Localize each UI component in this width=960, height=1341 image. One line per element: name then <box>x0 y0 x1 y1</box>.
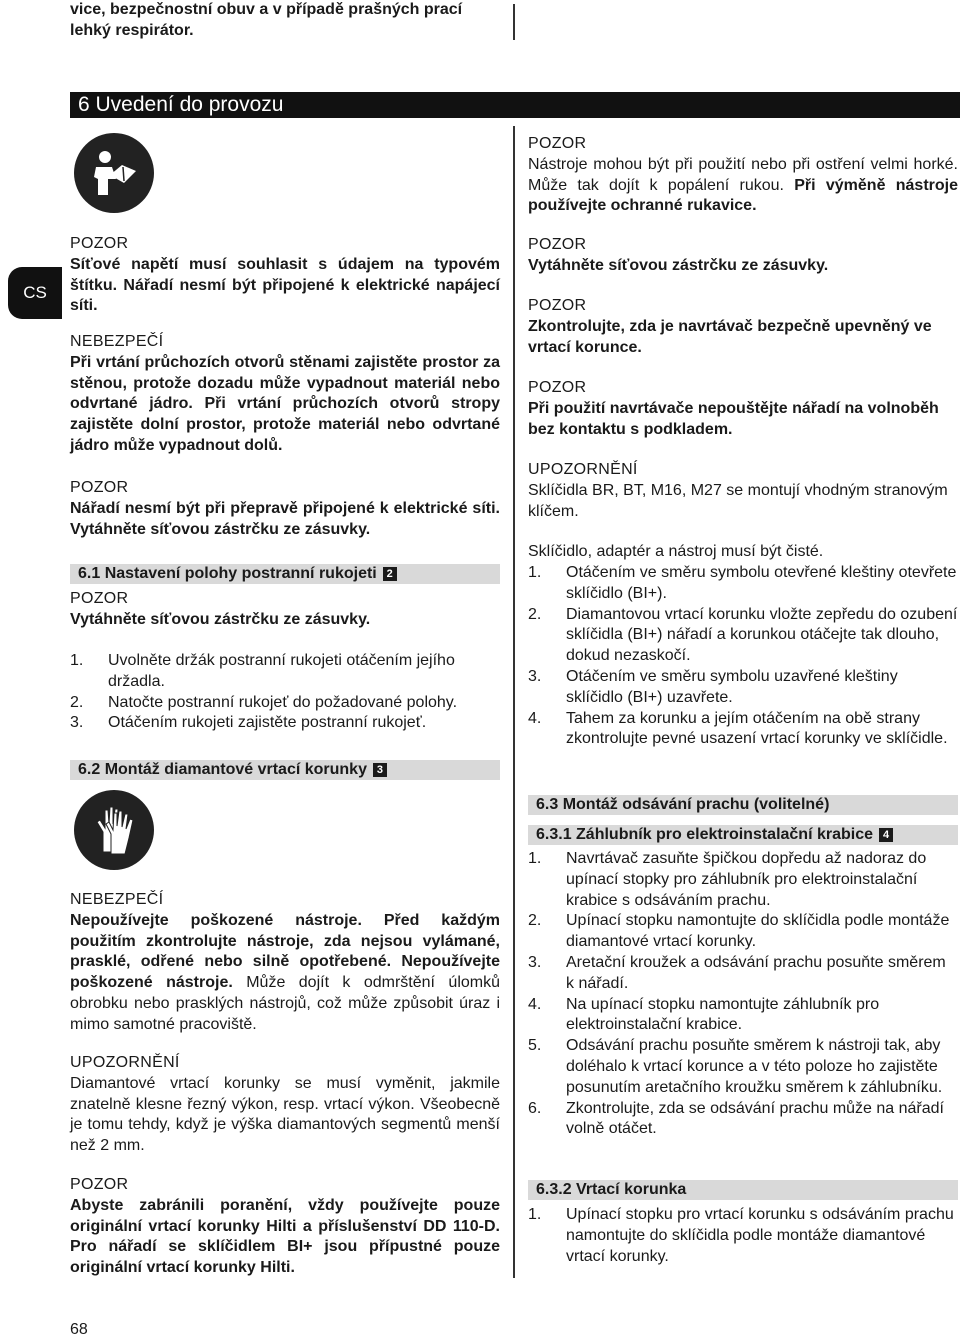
notice-label: UPOZORNĚNÍ <box>528 461 638 478</box>
warning-text: Abyste zabránili poranění, vždy používejte pouze originální vrtací korunky Hilti a příslušenství DD 110-D. Pro nářadí se sklíčidlem BI+ jsou přípustné pouze originální vrtací korunky Hilti. <box>70 1196 500 1277</box>
warning-text: Vytáhněte síťovou zástrčku ze zásuvky. <box>528 256 829 274</box>
notice-label: UPOZORNĚNÍ <box>70 1054 180 1071</box>
list-item <box>70 713 500 734</box>
step-text: Otáčením ve směru symbolu uzavřené kleštiny sklíčidlo (BI+) uzavřete. <box>566 667 898 706</box>
danger-text-part-2: Při vrtání průchozích otvorů stropy zajistěte dolní prostor, protože materiál nebo odvrtané jádro může vypadnout dolů. <box>70 395 500 454</box>
left-pozor-1 <box>70 234 500 317</box>
warning-text-part-1: Nástroje mohou být při použití nebo při ostření velmi horké. Může tak dojít k popálení rukou. <box>528 155 958 194</box>
header-divider <box>513 4 515 40</box>
step-text: Uvolněte držák postranní rukojeti otáčením jejího držadla. <box>108 652 455 690</box>
steps-6-3-1 <box>528 849 958 1140</box>
danger-text-part-2: Může dojít k odmrštění úlomků obrobku nebo prasklých nástrojů, což může způsobit úraz i mimo samotné pracoviště. <box>70 974 500 1033</box>
danger-text <box>70 911 500 1036</box>
right-upozorneni <box>528 460 958 522</box>
step-text: Upínací stopku namontujte do sklíčidla podle montáže diamantové vrtací korunky. <box>566 912 950 951</box>
step-text: Zkontrolujte, zda se odsávání prachu může na nářadí volně otáčet. <box>566 1099 944 1138</box>
figure-badge: 2 <box>383 567 397 581</box>
list-item <box>528 709 958 751</box>
step-number: 3. <box>528 667 542 685</box>
left-pozor-3 <box>70 589 500 631</box>
gloves-icon <box>74 790 154 870</box>
figure-badge: 3 <box>373 763 387 777</box>
subsection-6-1 <box>70 564 500 584</box>
header-continuation <box>70 0 510 42</box>
left-pozor-4 <box>70 1175 500 1279</box>
list-item <box>528 605 958 667</box>
read-manual-icon <box>74 133 154 213</box>
step-number: 4. <box>528 709 542 727</box>
step-number: 1. <box>528 850 542 867</box>
step-number: 3. <box>70 714 84 732</box>
danger-label: NEBEZPEČÍ <box>70 333 164 350</box>
list-item <box>70 651 500 693</box>
list-item <box>70 693 500 714</box>
step-number: 1. <box>70 652 84 669</box>
list-item <box>528 953 958 995</box>
subsection-title: 6.1 Nastavení polohy postranní rukojeti <box>78 565 377 582</box>
warning-label: POZOR <box>528 135 587 152</box>
subsection-title: 6.2 Montáž diamantové vrtací korunky <box>78 761 367 778</box>
step-number: 3. <box>528 953 542 971</box>
step-number: 2. <box>70 693 84 711</box>
warning-text-part-2: Při výměně nástroje používejte ochranné rukavice. <box>528 176 958 215</box>
right-pozor-1 <box>528 134 958 217</box>
notice-text: Sklíčidla BR, BT, M16, M27 se montují vhodným stranovým klíčem. <box>528 481 948 520</box>
list-item <box>528 995 958 1037</box>
right-intro <box>528 542 958 563</box>
step-text: Upínací stopku pro vrtací korunku s odsáváním prachu namontujte do sklíčidla podle montáže diamantové vrtací korunky. <box>566 1206 954 1265</box>
warning-label: POZOR <box>528 297 587 314</box>
danger-text <box>70 353 500 457</box>
danger-label: NEBEZPEČÍ <box>70 891 164 908</box>
steps-6-2 <box>528 563 958 750</box>
step-number: 1. <box>528 1206 542 1223</box>
left-upozorneni <box>70 1053 500 1157</box>
right-pozor-4 <box>528 378 958 440</box>
danger-text-part-1: Při vrtání průchozích otvorů stěnami zajistěte prostor za stěnou, protože dozadu může vypadnout materiál nebo odvrtané jádro. <box>70 353 500 413</box>
right-pozor-2 <box>528 235 958 277</box>
warning-text: Zkontrolujte, zda je navrtávač bezpečně upevněný ve vrtací korunce. <box>528 317 932 356</box>
warning-label: POZOR <box>70 1176 129 1193</box>
step-text: Aretační kroužek a odsávání prachu posuňte směrem k nářadí. <box>566 953 946 992</box>
list-item <box>528 911 958 953</box>
header-line-1: vice, bezpečnostní obuv a v případě prašných prací <box>70 1 463 18</box>
step-number: 5. <box>528 1037 542 1055</box>
header-line-2: lehký respirátor. <box>70 21 194 39</box>
list-item <box>528 1099 958 1141</box>
list-item <box>528 849 958 911</box>
steps-6-3-2 <box>528 1205 958 1267</box>
step-number: 4. <box>528 995 542 1013</box>
step-number: 1. <box>528 564 542 581</box>
warning-text: Síťové napětí musí souhlasit s údajem na typovém štítku. Nářadí nesmí být připojené k elektrické napájecí síti. <box>70 255 500 315</box>
notice-text: Diamantové vrtací korunky se musí vyměnit, jakmile znatelně klesne řezný výkon, resp. vrtací výkon. Všeobecně je tomu tehdy, když je výška diamantových segmentů menší než 2 mm. <box>70 1074 500 1155</box>
warning-label: POZOR <box>70 235 129 252</box>
section-title: 6 Uvedení do provozu <box>70 92 960 118</box>
step-text: Odsávání prachu posuňte směrem k nástroji tak, aby doléhalo k vrtací korunce a v této poloze ho zajistěte posunutím aretačního kroužku směrem k záhlubníku. <box>566 1037 943 1096</box>
step-text: Otáčením ve směru symbolu otevřené kleštiny otevřete sklíčidlo (BI+). <box>566 564 957 602</box>
warning-text: Při použití navrtávače nepouštějte nářadí na volnoběh bez kontaktu s podkladem. <box>528 399 939 438</box>
warning-text: Vytáhněte síťovou zástrčku ze zásuvky. <box>70 610 371 628</box>
left-pozor-2 <box>70 478 500 540</box>
language-tab: CS <box>8 267 62 319</box>
step-number: 6. <box>528 1099 542 1117</box>
step-number: 2. <box>528 912 542 930</box>
warning-label: POZOR <box>70 479 129 496</box>
column-divider <box>513 126 515 1278</box>
subsection-title: 6.3 Montáž odsávání prachu (volitelné) <box>536 796 830 813</box>
warning-label: POZOR <box>528 379 587 396</box>
step-text: Na upínací stopku namontujte záhlubník pro elektroinstalační krabice. <box>566 995 880 1034</box>
subsection-title: 6.3.2 Vrtací korunka <box>536 1181 687 1198</box>
subsection-6-3-1 <box>528 825 958 845</box>
list-item <box>528 667 958 709</box>
step-text: Navrtávač zasuňte špičkou dopředu až nadoraz do upínací stopky pro záhlubník pro elektroinstalační krabice s odsáváním prachu. <box>566 850 927 909</box>
right-pozor-3 <box>528 296 958 358</box>
danger-text-part-1: Nepoužívejte poškozené nástroje. Před každým použitím zkontrolujte nástroje, zda nejsou vylámané, prasklé, odřené nebo silně opotřebené. Nepoužívejte poškozené nástroje. <box>70 911 500 992</box>
warning-label: POZOR <box>528 236 587 253</box>
step-number: 2. <box>528 605 542 623</box>
subsection-6-3-2 <box>528 1180 958 1200</box>
warning-label: POZOR <box>70 590 129 607</box>
subsection-6-2 <box>70 760 500 780</box>
steps-6-1 <box>70 651 500 734</box>
list-item <box>528 1205 958 1267</box>
list-item <box>528 563 958 605</box>
step-text: Otáčením rukojeti zajistěte postranní rukojeť. <box>108 714 427 732</box>
intro-text: Sklíčidlo, adaptér a nástroj musí být čisté. <box>528 543 824 560</box>
list-item <box>528 1036 958 1098</box>
warning-text <box>528 155 958 217</box>
step-text: Natočte postranní rukojeť do požadované polohy. <box>108 693 458 711</box>
warning-text: Nářadí nesmí být při přepravě připojené k elektrické síti. Vytáhněte síťovou zástrčku ze zásuvky. <box>70 499 500 538</box>
page-number: 68 <box>70 1321 88 1338</box>
step-text: Tahem za korunku a jejím otáčením na obě strany zkontrolujte pevné usazení vrtací korunky ve sklíčidle. <box>566 709 948 748</box>
left-nebezpeci-2 <box>70 890 500 1036</box>
left-nebezpeci-1 <box>70 332 500 457</box>
subsection-title: 6.3.1 Záhlubník pro elektroinstalační krabice <box>536 826 874 843</box>
figure-badge: 4 <box>879 828 893 842</box>
step-text: Diamantovou vrtací korunku vložte zepředu do ozubení sklíčidla (BI+) nářadí a korunkou otáčejte tak dlouho, dokud nezaskočí. <box>566 605 958 665</box>
subsection-6-3 <box>528 795 958 815</box>
